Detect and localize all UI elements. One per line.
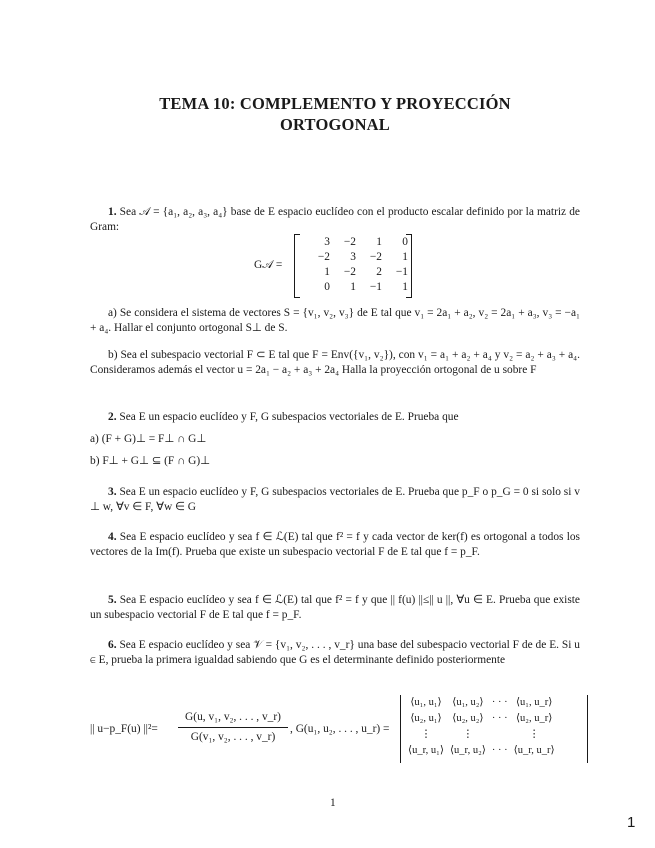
determinant-cell: ⟨u_r, u₁⟩	[408, 744, 444, 756]
gram-determinant-table	[405, 695, 558, 759]
exercise-6-number: 6.	[108, 639, 117, 651]
gram-cell: 3	[350, 251, 356, 264]
determinant-cell: ⟨u₁, u_r⟩	[515, 696, 553, 708]
determinant-cell: ⟨u₂, u_r⟩	[515, 712, 553, 724]
fraction-denominator: G(v₁, v₂, . . . , v_r)	[190, 730, 276, 743]
determinant-cell: ⟨u_r, u_r⟩	[513, 744, 555, 756]
exercise-4-number: 4.	[108, 531, 117, 543]
gram-cell: 1	[402, 281, 408, 294]
gram-cell: 1	[324, 266, 330, 279]
exercise-3-number: 3.	[108, 486, 117, 498]
exercise-1a-text: a) Se considera el sistema de vectores S = {v₁, v₂, v₃} de E tal que v₁ = 2a₁ + a₂, v₂ = 2a₁ + a₃, v₃ = −a₁ + a₄. Hallar el conjunto ortogonal S⊥ de S.	[90, 307, 580, 334]
determinant-cell: ⋮	[420, 728, 432, 740]
exercise-1-number: 1.	[108, 206, 117, 218]
gram-cell: −2	[317, 251, 330, 264]
gram-cell: 1	[402, 251, 408, 264]
exercise-2b: b) F⊥ + G⊥ ⊆ (F ∩ G)⊥	[90, 455, 211, 467]
gram-cell: −1	[395, 266, 408, 279]
viewer-page-indicator: 1	[627, 814, 636, 831]
determinant-cell: · · ·	[491, 696, 508, 708]
exercise-5-text: Sea E espacio euclídeo y sea f ∈ ℒ(E) tal que f² = f y que || f(u) ||≤|| u ||, ∀u ∈ E. Prueba que existe un subespacio vectorial F de E tal que f = p_F.	[90, 594, 580, 621]
document-title	[90, 93, 580, 135]
gram-row	[304, 235, 408, 250]
gram-row	[304, 250, 408, 265]
projection-formula	[90, 692, 590, 766]
determinant-row	[405, 695, 558, 711]
exercise-5-number: 5.	[108, 594, 117, 606]
gram-cell: 0	[402, 236, 408, 249]
exercise-1b	[90, 348, 580, 377]
gram-cell: −2	[343, 266, 356, 279]
exercise-2-number: 2.	[108, 411, 117, 423]
gram-left-bracket	[294, 234, 300, 298]
gram-matrix	[254, 234, 424, 296]
gram-cell: 2	[376, 266, 382, 279]
title-line-1: TEMA 10: COMPLEMENTO Y PROYECCIÓN	[159, 94, 511, 113]
gram-row	[304, 280, 408, 295]
determinant-cell: · · ·	[491, 712, 508, 724]
determinant-cell: ⟨u₁, u₁⟩	[410, 696, 442, 708]
gram-cell: 1	[350, 281, 356, 294]
exercise-3-text: Sea E un espacio euclídeo y F, G subespacios vectoriales de E. Prueba que p_F o p_G = 0 si solo si v ⊥ w, ∀v ∈ F, ∀w ∈ G	[90, 486, 580, 513]
gram-label: G𝒜 =	[254, 259, 283, 271]
title-line-2: ORTOGONAL	[279, 115, 391, 134]
determinant-cell: · · ·	[491, 744, 508, 756]
formula-gram-definition: , G(u₁, u₂, . . . , u_r) =	[290, 723, 390, 735]
exercise-6-text: Sea E espacio euclídeo y sea 𝒱 = {v₁, v₂, . . . , v_r} una base del subespacio vectorial F de de E. Si u ∈ E, prueba la primera igualdad sabiendo que G es el determinante definido posteriormente	[90, 639, 580, 666]
exercise-3	[90, 485, 580, 514]
formula-lhs: || u−p_F(u) ||²=	[90, 723, 158, 735]
exercise-4-text: Sea E espacio euclídeo y sea f ∈ ℒ(E) tal que f² = f y cada vector de ker(f) es ortogonal a todos los vectores de la Im(f). Prueba que existe un subespacio vectorial F de E tal que f = p_F.	[90, 531, 580, 558]
gram-matrix-table	[304, 235, 408, 295]
gram-cell: 3	[324, 236, 330, 249]
determinant-row	[405, 727, 558, 743]
gram-cell: −2	[369, 251, 382, 264]
exercise-5	[90, 593, 580, 622]
determinant-cell: ⟨u₂, u₂⟩	[452, 712, 484, 724]
determinant-row	[405, 711, 558, 727]
gram-right-bracket	[406, 234, 412, 298]
gram-row	[304, 265, 408, 280]
exercise-4	[90, 530, 580, 559]
exercise-1-intro	[90, 205, 580, 234]
exercise-1-text: Sea 𝒜 = {a₁, a₂, a₃, a₄} base de E espacio euclídeo con el producto escalar definido por la matriz de Gram:	[90, 206, 580, 233]
determinant-cell: ⟨u_r, u₂⟩	[449, 744, 486, 756]
exercise-1a	[90, 306, 580, 335]
gram-determinant	[400, 695, 588, 763]
gram-cell: −2	[343, 236, 356, 249]
gram-cell: 0	[324, 281, 330, 294]
determinant-row	[405, 743, 558, 759]
gram-cell: −1	[369, 281, 382, 294]
determinant-cell: ⋮	[462, 728, 474, 740]
exercise-2	[90, 410, 580, 425]
exercise-6	[90, 638, 580, 667]
determinant-cell	[489, 727, 511, 743]
page-number: 1	[330, 797, 336, 809]
formula-fraction	[178, 710, 288, 744]
gram-cell: 1	[376, 236, 382, 249]
exercise-2-text: Sea E un espacio euclídeo y F, G subespacios vectoriales de E. Prueba que	[119, 411, 459, 423]
determinant-cell: ⋮	[528, 728, 540, 740]
fraction-numerator: G(u, v₁, v₂, . . . , v_r)	[178, 710, 288, 728]
determinant-cell: ⟨u₂, u₁⟩	[410, 712, 442, 724]
exercise-1b-text: b) Sea el subespacio vectorial F ⊂ E tal que F = Env({v₁, v₂}), con v₁ = a₁ + a₂ + a₄ y v₂ = a₂ + a₃ + a₄. Consideramos además el vector u = 2a₁ − a₂ + a₃ + 2a₄ Halla la proyección ortogonal de u sobre F	[90, 349, 580, 376]
exercise-2a: a) (F + G)⊥ = F⊥ ∩ G⊥	[90, 433, 207, 445]
determinant-cell: ⟨u₁, u₂⟩	[452, 696, 484, 708]
